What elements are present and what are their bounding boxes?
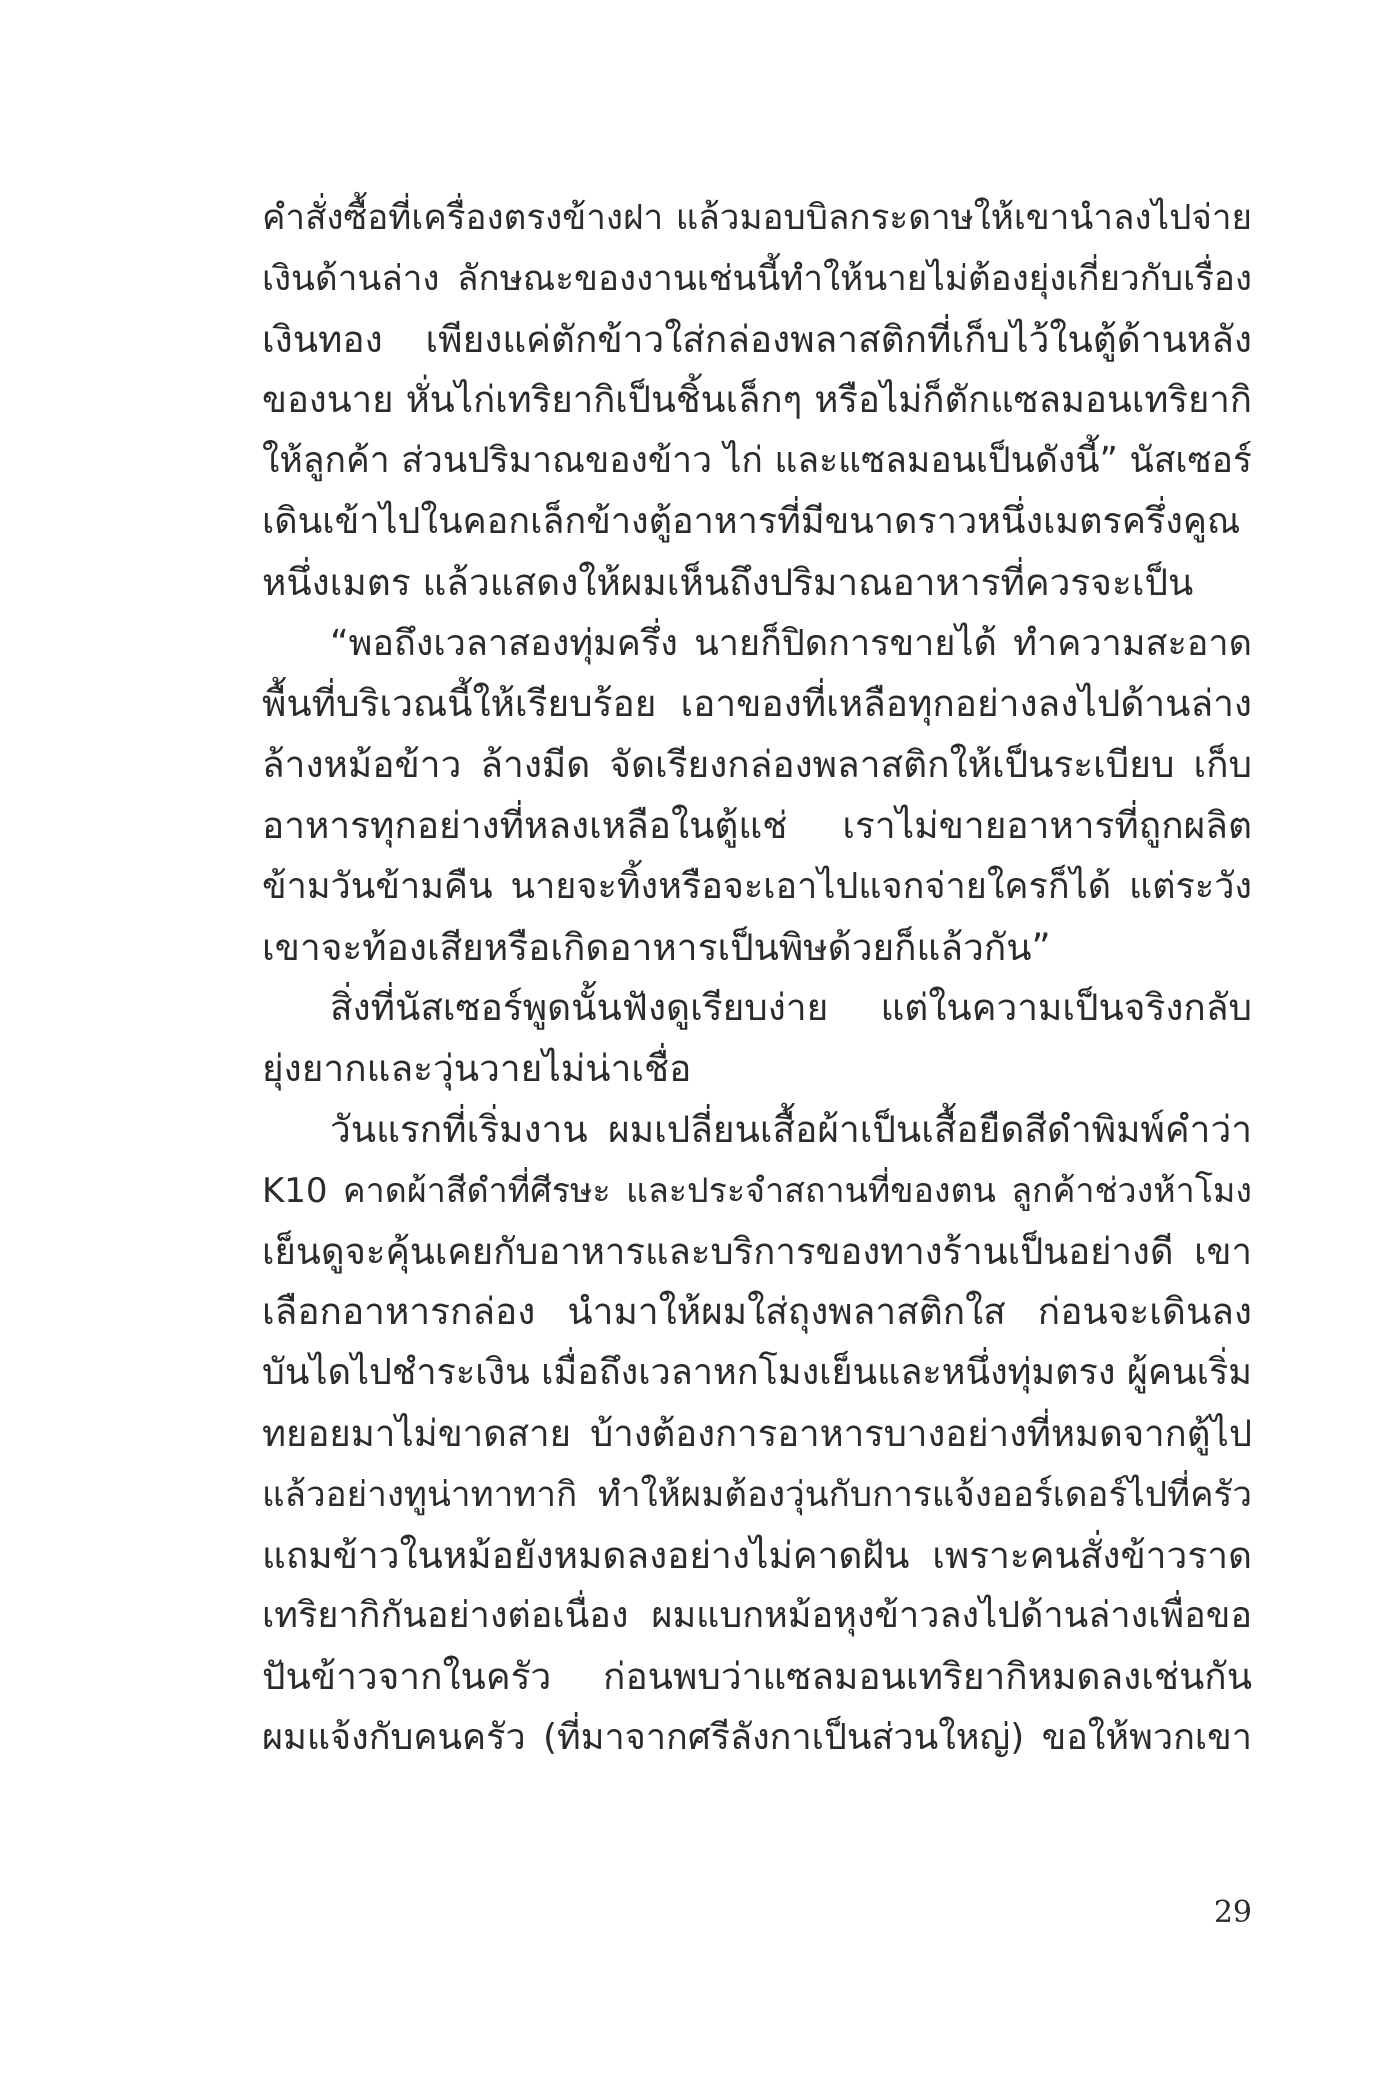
text-line: K10 คาดผ้าสีดำที่ศีรษะ และประจำสถานที่ของตน ลูกค้าช่วงห้าโมง xyxy=(262,1170,1252,1211)
text-line: “พอถึงเวลาสองทุ่มครึ่ง นายก็ปิดการขายได้ ทำความสะอาด xyxy=(330,622,1252,664)
text-line: ล้างหม้อข้าว ล้างมีด จัดเรียงกล่องพลาสติกให้เป็นระเบียบ เก็บ xyxy=(262,743,1252,787)
text-line: อาหารทุกอย่างที่หลงเหลือในตู้แช่ เราไม่ขายอาหารที่ถูกผลิต xyxy=(262,803,1252,847)
text-line: เย็นดูจะคุ้นเคยกับอาหารและบริการของทางร้านเป็นอย่างดี เขา xyxy=(262,1229,1252,1273)
text-line: แล้วอย่างทูน่าทาทากิ ทำให้ผมต้องวุ่นกับการแจ้งออร์เดอร์ไปที่ครัว xyxy=(262,1474,1252,1515)
text-line: หนึ่งเมตร แล้วแสดงให้ผมเห็นถึงปริมาณอาหารที่ควรจะเป็น xyxy=(262,560,1194,604)
text-line: ของนาย หั่นไก่เทริยากิเป็นชิ้นเล็กๆ หรือไม่ก็ตักแซลมอนเทริยากิ xyxy=(262,378,1252,422)
text-line: เงินด้านล่าง ลักษณะของงานเช่นนี้ทำให้นายไม่ต้องยุ่งเกี่ยวกับเรื่อง xyxy=(262,258,1252,299)
text-line: ข้ามวันข้ามคืน นายจะทิ้งหรือจะเอาไปแจกจ่ายใครก็ได้ แต่ระวัง xyxy=(262,865,1252,907)
text-line: คำสั่งซื้อที่เครื่องตรงข้างฝา แล้วมอบบิลกระดาษให้เขานำลงไปจ่าย xyxy=(262,198,1252,238)
text-line: เงินทอง เพียงแค่ตักข้าวใส่กล่องพลาสติกที่เก็บไว้ในตู้ด้านหลัง xyxy=(262,317,1252,361)
text-line: วันแรกที่เริ่มงาน ผมเปลี่ยนเสื้อผ้าเป็นเสื้อยืดสีดำพิมพ์คำว่า xyxy=(330,1107,1252,1151)
text-line: บันไดไปชำระเงิน เมื่อถึงเวลาหกโมงเย็นและหนึ่งทุ่มตรง ผู้คนเริ่ม xyxy=(262,1352,1253,1394)
text-line: ยุ่งยากและวุ่นวายไม่น่าเชื่อ xyxy=(262,1047,692,1091)
text-line: สิ่งที่นัสเซอร์พูดนั้นฟังดูเรียบง่าย แต่ในความเป็นจริงกลับ xyxy=(330,986,1252,1030)
text-line: ให้ลูกค้า ส่วนปริมาณของข้าว ไก่ และแซลมอนเป็นดังนี้” นัสเซอร์ xyxy=(262,440,1252,482)
text-line: ผมแจ้งกับคนครัว (ที่มาจากศรีลังกาเป็นส่วนใหญ่) ขอให้พวกเขา xyxy=(262,1716,1252,1758)
body-text xyxy=(262,188,1252,1769)
page-number: 29 xyxy=(1213,1895,1252,1930)
text-line: ปันข้าวจากในครัว ก่อนพบว่าแซลมอนเทริยากิหมดลงเช่นกัน xyxy=(262,1655,1252,1699)
text-line: เขาจะท้องเสียหรือเกิดอาหารเป็นพิษด้วยก็แล้วกัน” xyxy=(262,925,1051,969)
text-line: ทยอยมาไม่ขาดสาย บ้างต้องการอาหารบางอย่างที่หมดจากตู้ไป xyxy=(262,1411,1252,1455)
text-line: แถมข้าวในหม้อยังหมดลงอย่างไม่คาดฝัน เพราะคนสั่งข้าวราด xyxy=(262,1533,1252,1577)
text-line: พื้นที่บริเวณนี้ให้เรียบร้อย เอาของที่เหลือทุกอย่างลงไปด้านล่าง xyxy=(262,682,1252,726)
text-line: เดินเข้าไปในคอกเล็กข้างตู้อาหารที่มีขนาดราวหนึ่งเมตรครึ่งคูณ xyxy=(262,500,1241,542)
text-line: เทริยากิกันอย่างต่อเนื่อง ผมแบกหม้อหุงข้าวลงไปด้านล่างเพื่อขอ xyxy=(262,1595,1252,1637)
text-line: เลือกอาหารกล่อง นำมาให้ผมใส่ถุงพลาสติกใส ก่อนจะเดินลง xyxy=(262,1290,1252,1334)
